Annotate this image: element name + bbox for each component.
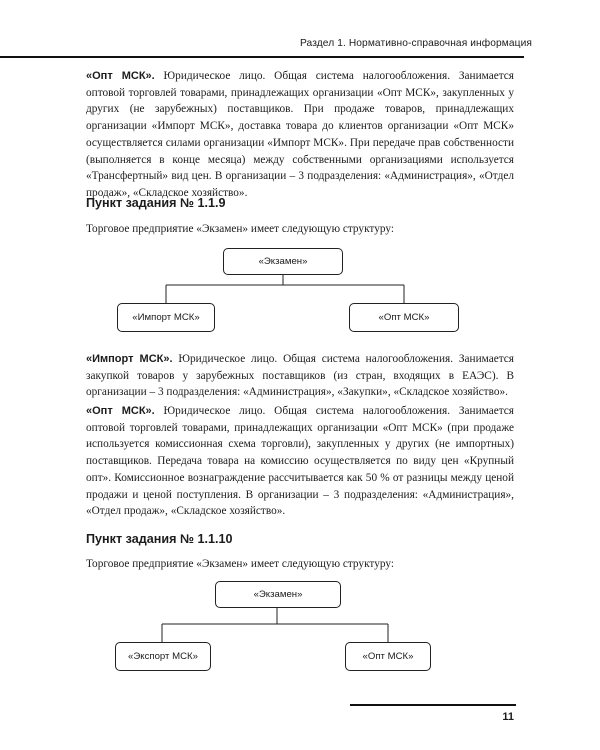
paragraph-text: Юридическое лицо. Общая система налогообложения. Занимается закупкой товаров у зарубежных поставщиков (из стран, входящих в ЕАЭС). В организации – 3 подразделения: «Администрация», «Закупки», «Складское хозяйство». (86, 353, 515, 399)
page-number: 11 (502, 711, 514, 723)
org-box-opt-msk: «Опт МСК» (349, 303, 459, 332)
entity-name: «Опт МСК». (86, 70, 155, 82)
org-box-root: «Экзамен» (223, 248, 343, 275)
entity-name: «Импорт МСК». (86, 353, 173, 365)
entity-name: «Опт МСК». (86, 405, 155, 417)
org-box-export-msk: «Экспорт МСК» (115, 642, 211, 671)
footer-rule (350, 704, 516, 706)
section-header: Раздел 1. Нормативно-справочная информация (300, 38, 532, 49)
task-intro-1-1-9: Торговое предприятие «Экзамен» имеет следующую структуру: (86, 223, 394, 235)
paragraph-text: Юридическое лицо. Общая система налогообложения. Занимается оптовой торговлей товарами, принадлежащих организации «Опт МСК», закупленных у других (не зарубежных) поставщиков. При продаже товаров, принадлежащих организации «Импорт МСК», доставка товара до клиентов организации «Опт МСК» осуществляется силами организации «Импорт МСК». При передаче прав собственности (выполняется в конце месяца) между собственными организациями используется «Трансфертный» вид цен. В организации – 3 подразделения: «Администрация», «Отдел продаж», «Складское хозяйство». (86, 70, 515, 199)
paragraph-text: Юридическое лицо. Общая система налогообложения. Занимается оптовой торговлей товарами, принадлежащих организации «Опт МСК» (при продаже используется комиссионная схема торговли), закупленных у других (не импортных) поставщиков. Передача товара на комиссию осуществляется по виду цен «Крупный опт». Комиссионное вознаграждение рассчитывается как 50 % от разницы между ценой продажи и ценой поступления. В организации – 3 подразделения: «Администрация», «Отдел продаж», «Складское хозяйство». (86, 405, 515, 518)
task-heading-1-1-9: Пункт задания № 1.1.9 (86, 196, 226, 210)
task-heading-1-1-10: Пункт задания № 1.1.10 (86, 532, 233, 546)
task-intro-1-1-10: Торговое предприятие «Экзамен» имеет следующую структуру: (86, 558, 394, 570)
org-box-root-2: «Экзамен» (215, 581, 341, 608)
org-box-import-msk: «Импорт МСК» (117, 303, 215, 332)
org-box-opt-msk-2: «Опт МСК» (345, 642, 431, 671)
